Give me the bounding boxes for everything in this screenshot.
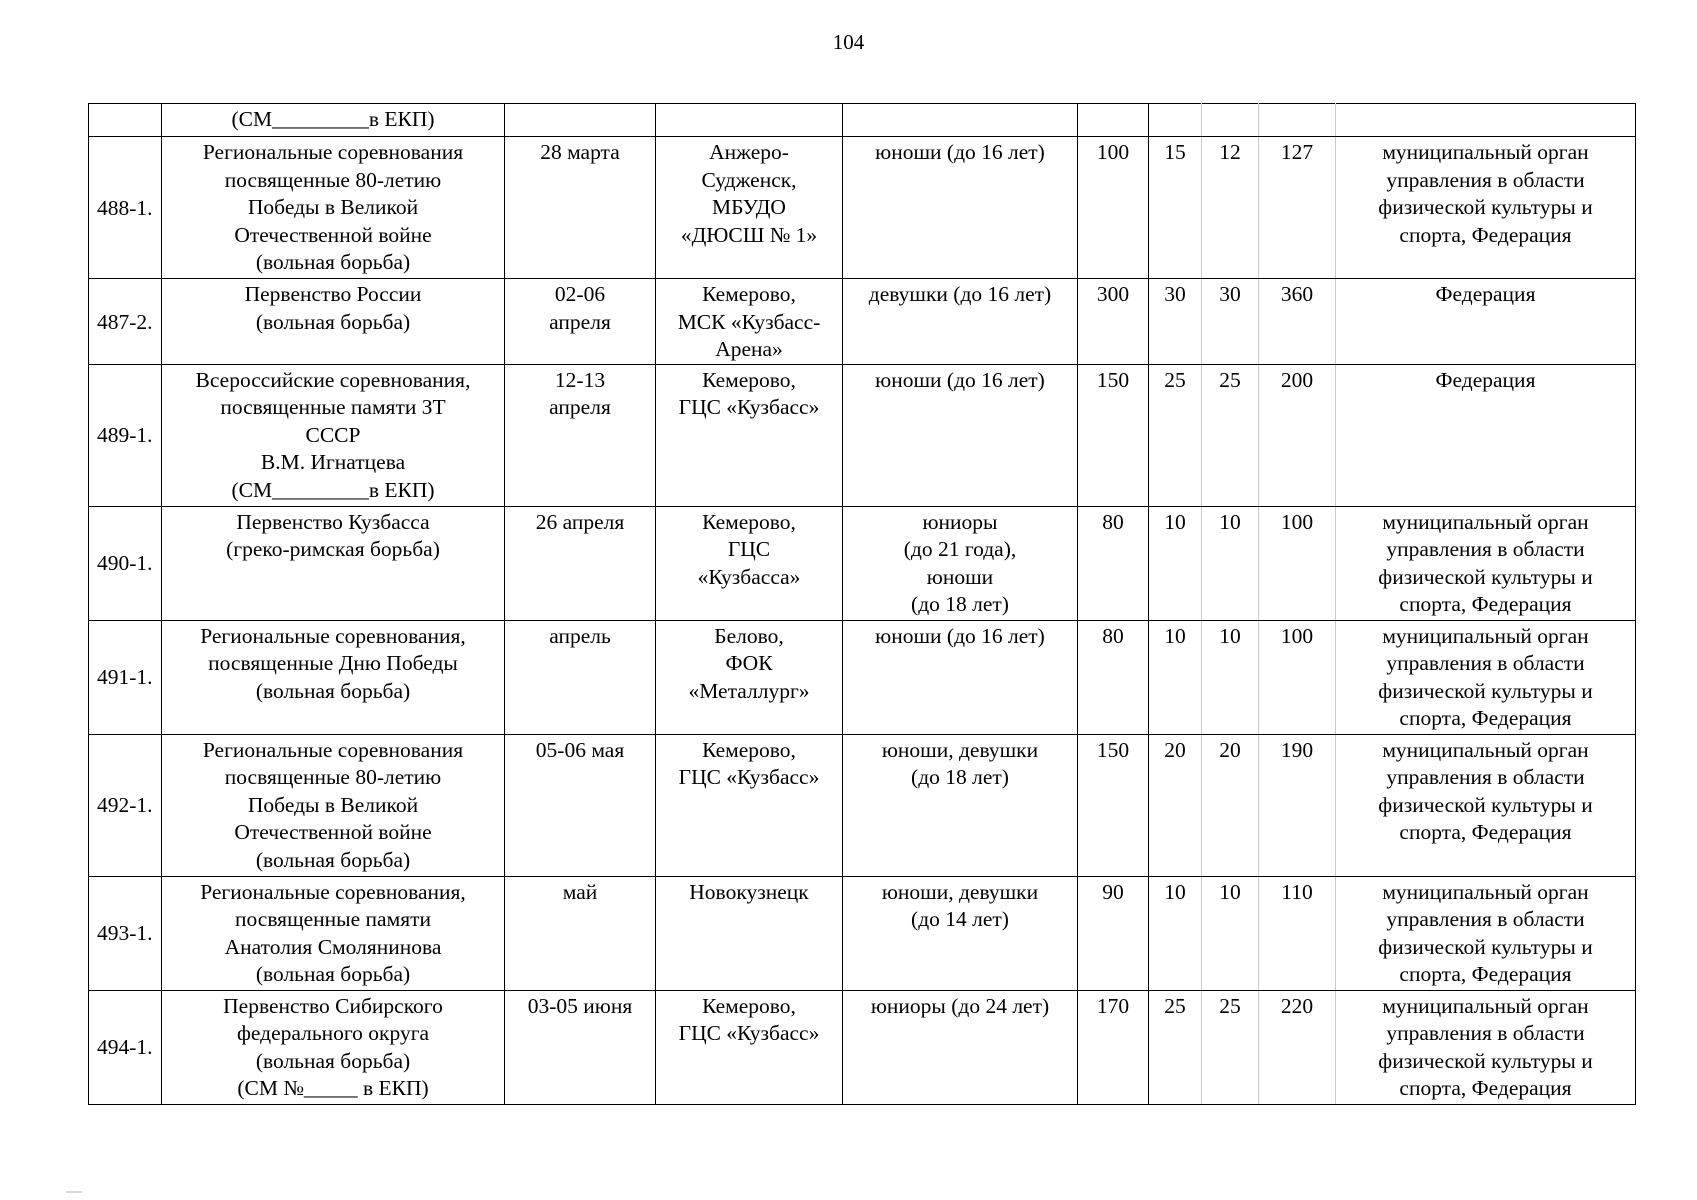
organizer-cell-line: спорта, Федерация <box>1399 222 1572 247</box>
dates-cell-line: 03-05 июня <box>527 993 633 1018</box>
event-name-cell-line: Региональные соревнования <box>202 140 464 164</box>
table-row <box>89 104 1636 137</box>
count-cell-b: 10 <box>1149 620 1202 734</box>
venue-cell-line: Новокузнецк <box>689 879 809 904</box>
event-name-cell-line: (вольная борьба) <box>255 962 411 986</box>
event-name-cell <box>162 620 505 734</box>
organizer-cell-line: физической культуры и <box>1378 195 1593 219</box>
dates-cell <box>505 364 656 506</box>
count-cell-total: 127 <box>1259 137 1336 279</box>
organizer-cell <box>1336 279 1636 365</box>
organizer-cell-line: управления в области <box>1386 765 1585 789</box>
event-name-cell-line: (СМ_________в ЕКП) <box>231 477 435 502</box>
organizer-cell-line: Федерация <box>1435 367 1536 392</box>
count-cell-b: 20 <box>1149 734 1202 876</box>
dates-cell <box>505 137 656 279</box>
event-name-cell <box>162 734 505 876</box>
table-body <box>89 104 1636 1105</box>
organizer-cell-line: муниципальный орган <box>1382 509 1589 534</box>
organizer-cell-line: управления в области <box>1386 537 1585 561</box>
venue-cell <box>656 279 843 365</box>
event-name-cell-line: Региональные соревнования <box>202 737 464 762</box>
dates-cell <box>505 734 656 876</box>
venue-cell <box>656 990 843 1104</box>
count-cell-total: 100 <box>1259 506 1336 620</box>
venue-cell-line: ГЦС «Кузбасс» <box>678 1021 820 1045</box>
row-number-cell: 492-1. <box>89 734 162 876</box>
dates-cell-line: 02-06 <box>554 282 606 306</box>
venue-cell <box>656 506 843 620</box>
page-number: 104 <box>832 30 865 54</box>
event-name-cell-line: Первенство Сибирского <box>223 993 443 1018</box>
count-cell-a: 170 <box>1078 990 1149 1104</box>
dates-cell-line: 28 марта <box>540 140 620 164</box>
count-cell-a: 150 <box>1078 734 1149 876</box>
participants-cell <box>843 364 1078 506</box>
table-row <box>89 876 1636 990</box>
organizer-cell-line: муниципальный орган <box>1382 737 1589 762</box>
row-number-cell: 488-1. <box>89 137 162 279</box>
count-cell-total: 360 <box>1259 279 1336 365</box>
venue-cell <box>656 620 843 734</box>
venue-cell-line: Белово, <box>714 623 784 648</box>
count-cell-b: 30 <box>1149 279 1202 365</box>
event-name-cell <box>162 364 505 506</box>
venue-cell-line: «Металлург» <box>688 678 810 703</box>
organizer-cell-line: физической культуры и <box>1378 934 1593 959</box>
participants-cell <box>843 876 1078 990</box>
event-name-cell-line: Всероссийские соревнования, <box>195 367 471 392</box>
venue-cell-line: ГЦС <box>727 537 771 561</box>
venue-cell <box>656 734 843 876</box>
organizer-cell-line: муниципальный орган <box>1382 879 1589 904</box>
row-number-cell <box>89 104 162 137</box>
venue-cell-line: Кемерово, <box>702 509 796 534</box>
row-number-cell: 494-1. <box>89 990 162 1104</box>
organizer-cell <box>1336 620 1636 734</box>
event-name-cell-line: посвященные 80-летию <box>224 167 442 192</box>
venue-cell-line: Анжеро- <box>709 140 789 164</box>
event-name-cell-line: посвященные памяти ЗТ <box>220 395 446 419</box>
count-cell-b: 10 <box>1149 876 1202 990</box>
row-number-cell: 489-1. <box>89 364 162 506</box>
participants-cell-line: (до 21 года), <box>903 537 1017 561</box>
dates-cell-line: апреля <box>549 395 611 419</box>
event-name-cell-line: Первенство России <box>244 282 422 306</box>
table-row <box>89 506 1636 620</box>
count-cell-c: 12 <box>1202 137 1259 279</box>
organizer-cell-line: физической культуры и <box>1378 678 1593 703</box>
participants-cell-line: юноши (до 16 лет) <box>875 367 1045 392</box>
venue-cell-line: Кемерово, <box>702 737 796 762</box>
table-row <box>89 734 1636 876</box>
count-cell-total: 200 <box>1259 364 1336 506</box>
event-name-cell-line: посвященные Дню Победы <box>208 651 458 675</box>
event-name-cell <box>162 506 505 620</box>
scan-mark <box>66 1191 82 1193</box>
table-row <box>89 620 1636 734</box>
dates-cell-line: апрель <box>549 623 611 648</box>
participants-cell-line: (до 18 лет) <box>911 765 1009 789</box>
participants-cell <box>843 990 1078 1104</box>
row-number-cell: 490-1. <box>89 506 162 620</box>
dates-cell-line: апреля <box>549 309 611 334</box>
participants-cell <box>843 620 1078 734</box>
table-row <box>89 137 1636 279</box>
organizer-cell-line: управления в области <box>1386 651 1585 675</box>
event-name-cell-line: Региональные соревнования, <box>200 623 466 648</box>
event-name-cell-line: (вольная борьба) <box>255 678 411 703</box>
participants-cell-line: юноши, девушки <box>881 879 1039 904</box>
count-cell-c: 10 <box>1202 620 1259 734</box>
count-cell-total <box>1259 104 1336 137</box>
event-name-cell-line: федерального округа <box>236 1021 430 1045</box>
organizer-cell <box>1336 876 1636 990</box>
participants-cell-line: юноши (до 16 лет) <box>875 140 1045 164</box>
venue-cell-line: ГЦС «Кузбасс» <box>678 765 820 789</box>
organizer-cell <box>1336 506 1636 620</box>
organizer-cell <box>1336 104 1636 137</box>
organizer-cell-line: физической культуры и <box>1378 1048 1593 1073</box>
organizer-cell-line: спорта, Федерация <box>1399 820 1572 844</box>
participants-cell-line: (до 18 лет) <box>911 592 1009 616</box>
event-name-cell-line: (вольная борьба) <box>255 309 411 334</box>
organizer-cell-line: спорта, Федерация <box>1399 592 1572 616</box>
dates-cell-line: 26 апреля <box>535 509 625 534</box>
venue-cell-line: ФОК <box>725 651 773 675</box>
participants-cell-line: юниоры (до 24 лет) <box>870 993 1050 1018</box>
organizer-cell-line: управления в области <box>1386 907 1585 931</box>
event-name-cell <box>162 876 505 990</box>
dates-cell <box>505 506 656 620</box>
organizer-cell-line: физической культуры и <box>1378 564 1593 589</box>
count-cell-total: 220 <box>1259 990 1336 1104</box>
organizer-cell-line: спорта, Федерация <box>1399 706 1572 730</box>
count-cell-c: 25 <box>1202 364 1259 506</box>
dates-cell <box>505 876 656 990</box>
dates-cell-line: 12-13 <box>554 367 606 392</box>
count-cell-b: 10 <box>1149 506 1202 620</box>
organizer-cell-line: спорта, Федерация <box>1399 1076 1572 1100</box>
participants-cell-line: (до 14 лет) <box>911 907 1009 931</box>
table-row <box>89 279 1636 365</box>
event-name-cell-line: В.М. Игнатцева <box>260 450 406 474</box>
venue-cell-line: Кемерово, <box>702 282 796 306</box>
venue-cell-line: Арена» <box>715 337 783 361</box>
venue-cell-line: МБУДО <box>712 195 786 219</box>
venue-cell <box>656 104 843 137</box>
organizer-cell-line: муниципальный орган <box>1382 623 1589 648</box>
participants-cell <box>843 137 1078 279</box>
dates-cell-line: май <box>562 879 598 904</box>
count-cell-a: 90 <box>1078 876 1149 990</box>
table-row <box>89 990 1636 1104</box>
count-cell-b: 15 <box>1149 137 1202 279</box>
participants-cell-line: юноши, девушки <box>881 737 1039 762</box>
event-name-cell-line: Первенство Кузбасса <box>236 509 430 534</box>
count-cell-c: 10 <box>1202 506 1259 620</box>
count-cell-b <box>1149 104 1202 137</box>
competition-schedule-table <box>88 103 1636 1105</box>
organizer-cell-line: муниципальный орган <box>1382 993 1589 1018</box>
venue-cell <box>656 137 843 279</box>
count-cell-a: 80 <box>1078 620 1149 734</box>
organizer-cell-line: муниципальный орган <box>1382 140 1589 164</box>
event-name-cell <box>162 990 505 1104</box>
event-name-cell-line: СССР <box>305 422 361 447</box>
event-name-cell <box>162 137 505 279</box>
count-cell-total: 190 <box>1259 734 1336 876</box>
organizer-cell-line: спорта, Федерация <box>1399 962 1572 986</box>
venue-cell-line: Судженск, <box>701 167 797 192</box>
event-name-cell-line: (вольная борьба) <box>255 250 411 274</box>
organizer-cell-line: физической культуры и <box>1378 792 1593 817</box>
count-cell-b: 25 <box>1149 990 1202 1104</box>
event-name-cell <box>162 104 505 137</box>
organizer-cell-line: Федерация <box>1435 282 1536 306</box>
count-cell-total: 110 <box>1259 876 1336 990</box>
organizer-cell <box>1336 137 1636 279</box>
participants-cell <box>843 506 1078 620</box>
event-name-cell-line: посвященные памяти <box>234 907 431 931</box>
event-name-cell-line: (вольная борьба) <box>255 1048 411 1073</box>
row-number-cell: 487-2. <box>89 279 162 365</box>
count-cell-b: 25 <box>1149 364 1202 506</box>
venue-cell-line: Кемерово, <box>702 993 796 1018</box>
count-cell-c: 30 <box>1202 279 1259 365</box>
count-cell-c: 25 <box>1202 990 1259 1104</box>
dates-cell-line: 05-06 мая <box>535 737 625 762</box>
row-number-cell: 493-1. <box>89 876 162 990</box>
venue-cell <box>656 364 843 506</box>
dates-cell <box>505 990 656 1104</box>
participants-cell-line: девушки (до 16 лет) <box>868 282 1052 306</box>
event-name-cell-line: Отечественной войне <box>234 222 432 247</box>
participants-cell <box>843 279 1078 365</box>
participants-cell-line: юноши (до 16 лет) <box>875 623 1045 648</box>
count-cell-c <box>1202 104 1259 137</box>
count-cell-a: 150 <box>1078 364 1149 506</box>
count-cell-a: 300 <box>1078 279 1149 365</box>
event-name-cell-line: (греко-римская борьба) <box>226 537 440 561</box>
count-cell-a <box>1078 104 1149 137</box>
count-cell-a: 80 <box>1078 506 1149 620</box>
venue-cell-line: МСК «Кузбасс- <box>677 309 821 334</box>
participants-cell <box>843 104 1078 137</box>
venue-cell-line: «Кузбасса» <box>697 564 801 589</box>
event-name-cell-line: (СМ №_____ в ЕКП) <box>237 1076 429 1100</box>
row-number-cell: 491-1. <box>89 620 162 734</box>
venue-cell-line: Кемерово, <box>702 367 796 392</box>
organizer-cell-line: управления в области <box>1386 1021 1585 1045</box>
event-name-cell-line: Региональные соревнования, <box>200 879 466 904</box>
participants-cell <box>843 734 1078 876</box>
organizer-cell <box>1336 364 1636 506</box>
dates-cell <box>505 104 656 137</box>
event-name-cell <box>162 279 505 365</box>
event-name-cell-line: Анатолия Смолянинова <box>224 934 442 959</box>
participants-cell-line: юноши <box>926 564 994 589</box>
participants-cell-line: юниоры <box>922 509 998 534</box>
table-row <box>89 364 1636 506</box>
event-name-cell-line: посвященные 80-летию <box>224 765 442 789</box>
event-name-cell-line: Победы в Великой <box>247 792 419 817</box>
venue-cell-line: ГЦС «Кузбасс» <box>678 395 820 419</box>
dates-cell <box>505 620 656 734</box>
venue-cell <box>656 876 843 990</box>
count-cell-a: 100 <box>1078 137 1149 279</box>
count-cell-total: 100 <box>1259 620 1336 734</box>
event-name-cell-line: (вольная борьба) <box>255 847 411 872</box>
organizer-cell <box>1336 990 1636 1104</box>
event-name-cell-line: Победы в Великой <box>247 195 419 219</box>
dates-cell <box>505 279 656 365</box>
event-name-cell-line: Отечественной войне <box>234 820 432 844</box>
venue-cell-line: «ДЮСШ № 1» <box>680 222 818 247</box>
count-cell-c: 10 <box>1202 876 1259 990</box>
event-name-cell-line: (СМ_________в ЕКП) <box>231 107 435 131</box>
organizer-cell <box>1336 734 1636 876</box>
organizer-cell-line: управления в области <box>1386 167 1585 192</box>
count-cell-c: 20 <box>1202 734 1259 876</box>
